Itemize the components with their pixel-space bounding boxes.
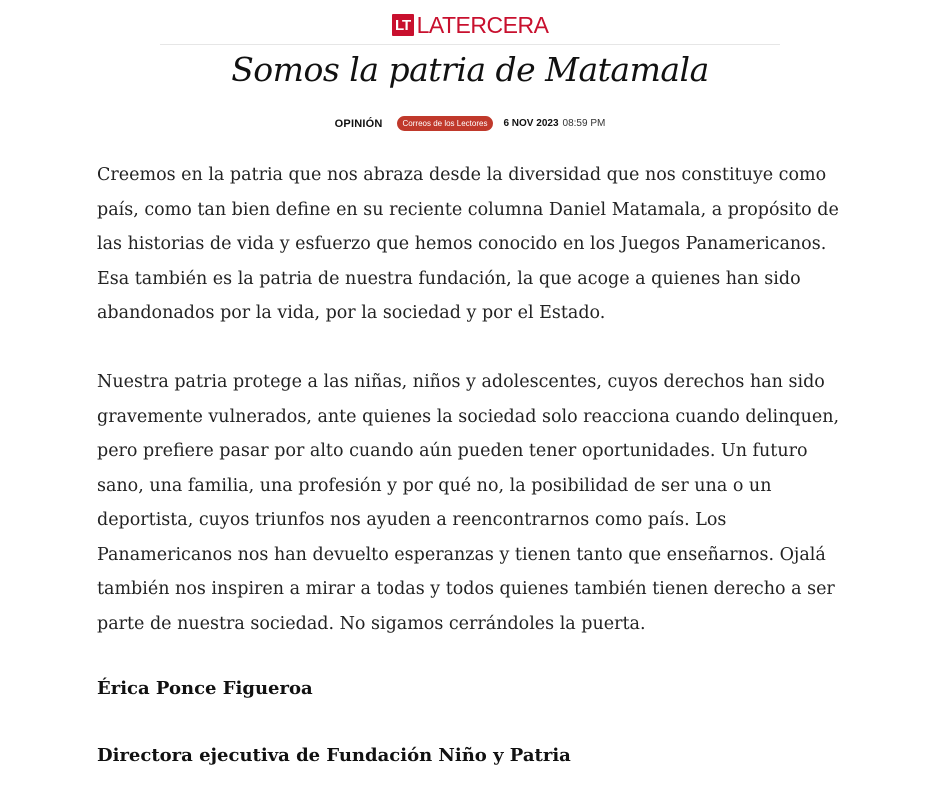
article-headline: Somos la patria de Matamala xyxy=(231,50,709,89)
logo-mark: LT xyxy=(392,14,414,36)
article-paragraph: Nuestra patria protege a las niñas, niños y adolescentes, cuyos derechos han sido gravemente vulnerados, ante quienes la sociedad solo reacciona cuando delinquen, pero prefiere pasar por alto cuando aún pueden tener oportunidades. Un futuro sano, una familia, una profesión y por qué no, la posibilidad de ser una o un deportista, cuyos triunfos nos ayuden a reencontrarnos como país. Los Panamericanos nos han devuelto esperanzas y tienen tanto que enseñarnos. Ojalá también nos inspiren a mirar a todas y todos quienes también tienen derecho a ser parte de nuestra sociedad. No sigamos cerrándoles la puerta. xyxy=(97,372,840,634)
publish-date: 6 NOV 2023 xyxy=(503,118,559,129)
author-name: Érica Ponce Figueroa xyxy=(97,678,313,699)
article-paragraph: Creemos en la patria que nos abraza desde la diversidad que nos constituye como país, como tan bien define en su reciente columna Daniel Matamala, a propósito de las historias de vida y esfuerzo que hemos conocido en los Juegos Panamericanos. Esa también es la patria de nuestra fundación, la que acoge a quienes han sido abandonados por la vida, por la sociedad y por el Estado. xyxy=(97,165,839,323)
category-tag[interactable]: Correos de los Lectores xyxy=(397,116,494,131)
article-meta xyxy=(0,116,940,131)
logo-wordmark: LATERCERA xyxy=(416,12,549,38)
author-role: Directora ejecutiva de Fundación Niño y Patria xyxy=(97,745,571,766)
publish-time: 08:59 PM xyxy=(562,118,606,129)
site-logo[interactable] xyxy=(0,13,940,37)
header-divider xyxy=(160,44,780,45)
section-label[interactable]: OPINIÓN xyxy=(334,117,383,130)
